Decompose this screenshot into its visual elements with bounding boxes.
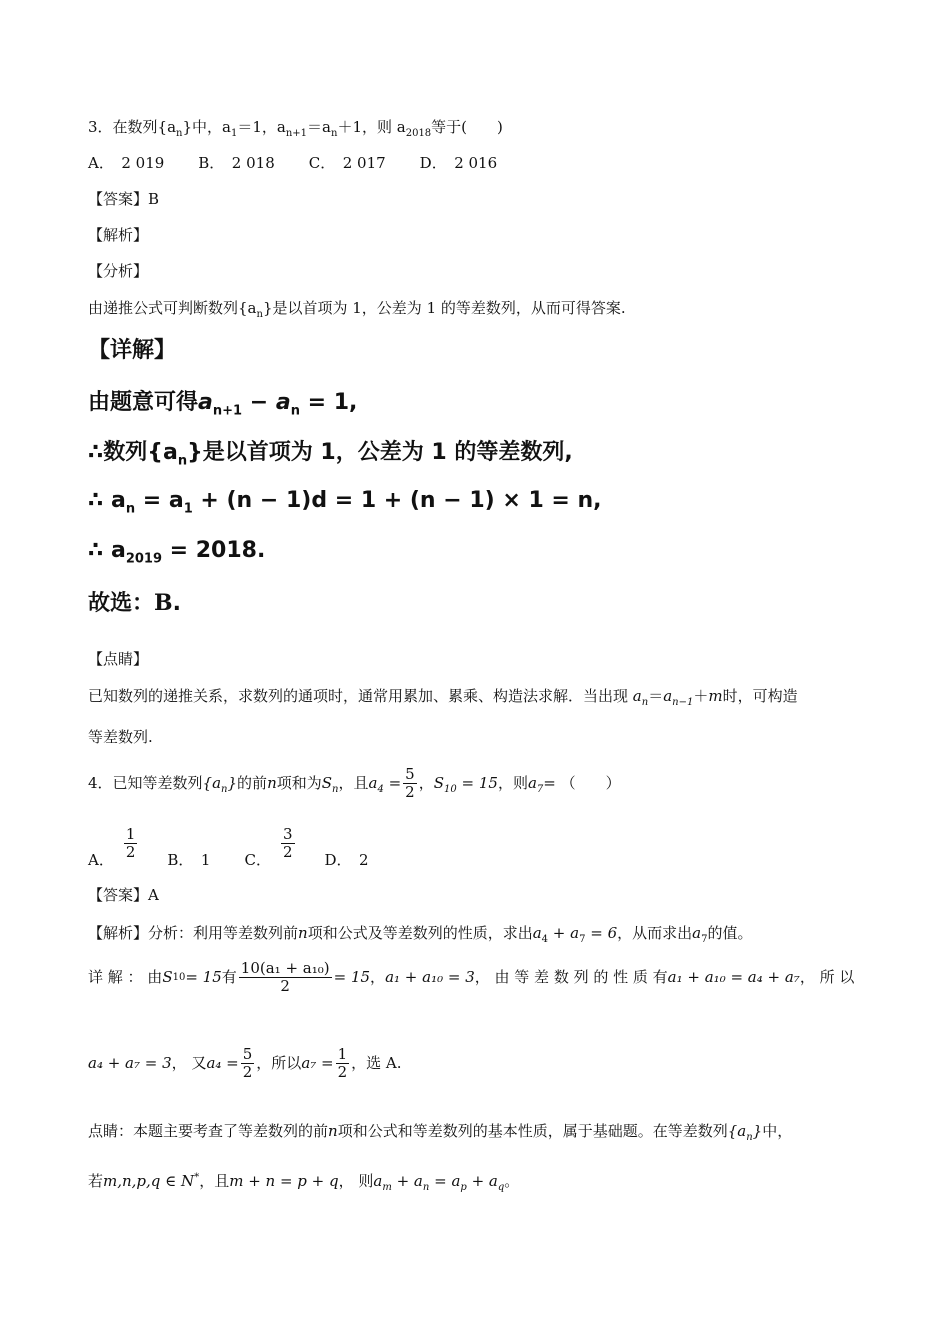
q4-xiangjie: 详 解 ： 由 S 10 = 15 有 $\frac{\text{10(a₁ + a₁₀)}}{2}$ = 15 ， a₁ + a₁₀ = 3 ， 由 等 差 数 列 的 性 质 有 a₁ + a₁₀ = a₄ + a₇ ， 所 以 [88, 959, 855, 996]
q3-stem [88, 118, 503, 139]
q3-sub: 2018 [405, 128, 432, 139]
q3-sub: n [256, 309, 263, 320]
q4-stem-text: 的前 [237, 774, 268, 793]
q3-fenxi-part: }是以首项为 1，公差为 1 的等差数列，从而可得答案. [262, 299, 626, 317]
dianjing-math: } [752, 1122, 763, 1140]
dianjing-sub: n [746, 1132, 753, 1143]
q3-dianjing-line-1 [88, 687, 798, 708]
xiangjie-math: = 15 [185, 968, 222, 987]
jiexi-sub: 7 [579, 934, 586, 945]
fraction-den: 2 [242, 1063, 253, 1082]
jiexi-math: + a [548, 924, 580, 942]
q4-stem-text: ，则 [497, 774, 528, 793]
q4-fraction [403, 766, 417, 802]
dianjing-text: ，且 [199, 1172, 230, 1190]
detail-sub: 1 [183, 501, 193, 517]
dianjing-math: m + n = p + q [229, 1172, 339, 1190]
xiangjie-text: ， 又 [171, 1054, 207, 1073]
fraction-num: 3 [282, 825, 293, 843]
q4-jiexi [88, 924, 753, 945]
q4-stem-text: ， [418, 774, 434, 793]
q3-dianjing-heading: 【点睛】 [88, 650, 149, 668]
detail-math: a [198, 390, 213, 415]
q4-sub: n [221, 784, 228, 796]
dianjing-text: 已知数列的递推关系，求数列的通项时，通常用累加、累乘、构造法求解．当出现 [88, 687, 633, 705]
q3-detail-line-1 [88, 390, 358, 419]
xiangjie-fraction [239, 960, 332, 996]
xiangjie-text: ，选 A. [351, 1054, 402, 1073]
detail-math: = 1, [299, 390, 358, 415]
q4-option-a-fraction [124, 826, 138, 862]
q3-stem-text: 3．在数列{a [88, 118, 177, 136]
xiangjie-math: a₄ + a₇ = 3 [88, 1054, 172, 1073]
q3-sub: n [331, 128, 338, 139]
q4-math: n [267, 774, 277, 793]
q3-detail-line-2 [88, 440, 573, 469]
detail-sub: n [290, 403, 300, 419]
q4-option-c-fraction [281, 826, 295, 862]
xiangjie-text: 有 [221, 968, 237, 987]
q4-math [202, 774, 238, 796]
jiexi-text: ，从而求出 [617, 924, 693, 942]
dianjing-text: ， 则 [338, 1172, 374, 1190]
detail-text: }是以首项为 1，公差为 1 的等差数列, [187, 440, 573, 465]
fraction-den: 2 [337, 1063, 348, 1082]
q4-option-b[interactable]: B． 1 [167, 850, 211, 869]
fraction-den: 2 [405, 783, 415, 802]
detail-text: 由题意可得 [88, 390, 199, 415]
q3-analysis-heading: 【解析】 [88, 226, 149, 244]
fraction-num: 1 [125, 825, 136, 843]
dianjing-sub: n [641, 697, 649, 708]
dianjing-text: ＝ [648, 687, 664, 705]
q4-math-part: = 15 [456, 774, 498, 793]
q4-dianjing-line-2 [88, 1172, 520, 1193]
xiangjie-text: ，所以 [256, 1054, 302, 1073]
q3-option-b[interactable]: B． 2 018 [198, 154, 275, 172]
q4-stem-text: 项和为 [276, 774, 322, 793]
xiangjie-text: ， 所 以 [799, 968, 855, 987]
q3-answer: 【答案】B [88, 190, 160, 208]
q4-xiangjie-line-2 [88, 1046, 402, 1082]
detail-math: = a [135, 488, 184, 513]
jiexi-sub: 7 [701, 934, 708, 945]
jiexi-text: 项和公式及等差数列的性质，求出 [307, 924, 533, 942]
xiangjie-math: a₁ + a₁₀ = 3 [385, 968, 475, 987]
xiangjie-fraction [241, 1046, 255, 1082]
q4-math-part: a [368, 774, 378, 793]
q3-options [88, 156, 531, 171]
q3-sub: 1 [230, 128, 238, 139]
q4-math [368, 774, 402, 796]
dianjing-text: 项和公式和等差数列的基本性质，属于基础题。在等差数列 [337, 1122, 728, 1140]
q3-stem-text: ＝a [307, 118, 331, 136]
q3-stem-text: 等于( ) [431, 118, 503, 136]
dianjing-math: a [663, 687, 673, 705]
fraction-num: 1 [337, 1045, 348, 1063]
q3-option-a[interactable]: A． 2 019 [88, 154, 165, 172]
q3-option-c[interactable]: C． 2 017 [308, 154, 386, 172]
detail-math: a [275, 390, 291, 415]
option-label: C． [244, 850, 271, 869]
dianjing-math: + a [466, 1172, 498, 1190]
q4-math-part: S [321, 774, 333, 793]
fraction-den: 2 [280, 977, 290, 996]
detail-text: 故选： [88, 591, 155, 616]
q4-sub: 7 [536, 784, 544, 796]
xiangjie-text: ， 由 等 差 数 列 的 性 质 有 [474, 968, 668, 987]
q4-stem-text: = （ ） [543, 774, 621, 793]
detail-math: − [242, 390, 276, 415]
xiangjie-fraction [336, 1046, 350, 1082]
q3-stem-text: ＝1，a [237, 118, 286, 136]
dianjing-sub: n [422, 1182, 430, 1193]
dianjing-math: a [632, 687, 642, 705]
detail-math: = 2018. [162, 538, 266, 563]
q3-stem-text: }中，a [182, 118, 231, 136]
xiangjie-math: a₁ + a₁₀ = a₄ + a₇ [667, 968, 800, 987]
fraction-num: 5 [242, 1045, 253, 1063]
q4-sub: n [332, 784, 339, 796]
dianjing-math: m,n,p,q ∈ N [103, 1172, 195, 1190]
q4-sub: 10 [444, 784, 457, 796]
q4-math [433, 774, 498, 796]
q4-option-c[interactable] [244, 826, 296, 868]
detail-sub: n [125, 501, 136, 517]
xiangjie-math: = 15 [333, 968, 371, 987]
dianjing-sub: n−1 [672, 697, 694, 708]
fraction-num: 10(a₁ + a₁₀) [240, 959, 330, 977]
jiexi-sub: 4 [541, 934, 549, 945]
q3-fenxi-part: 由递推公式可判断数列{a [88, 299, 257, 317]
xiangjie-text: 详 解 ： 由 [88, 968, 163, 987]
dianjing-math: = a [429, 1172, 461, 1190]
q3-detail-line-5 [88, 592, 181, 615]
jiexi-math: a [532, 924, 542, 942]
detail-text: . [172, 591, 181, 616]
q3-sub: n+1 [285, 128, 308, 139]
detail-sub: n+1 [212, 403, 243, 419]
q4-stem-text: ，且 [338, 774, 369, 793]
q4-options [88, 826, 369, 868]
dianjing-text: ＋ [693, 687, 709, 705]
dianjing-sub: m [382, 1182, 392, 1193]
dianjing-math: n [328, 1122, 338, 1140]
q4-dianjing [88, 1122, 793, 1143]
q4-math-part: = [383, 774, 402, 793]
q4-math [527, 774, 544, 796]
option-label: A． [88, 850, 114, 869]
detail-math: + (n − 1)d = 1 + (n − 1) × 1 = n, [192, 488, 602, 513]
q3-sub: n [176, 128, 183, 139]
dianjing-math: {a [727, 1122, 747, 1140]
xiangjie-math: a₄ = [206, 1054, 239, 1073]
fraction-num: 5 [405, 765, 415, 783]
q4-math-part: } [227, 774, 238, 793]
xiangjie-text: ， [370, 968, 386, 987]
dianjing-sup: * [194, 1172, 200, 1183]
q4-sub: 4 [377, 784, 384, 796]
xiangjie-math: a₇ = [301, 1054, 334, 1073]
fraction-den: 2 [125, 843, 136, 862]
q4-math-part: {a [202, 774, 222, 793]
dianjing-math: a [373, 1172, 383, 1190]
q4-math-part: a [527, 774, 537, 793]
q3-detail-heading: 【详解】 [88, 338, 177, 363]
dianjing-math: + a [391, 1172, 423, 1190]
dianjing-sub: q [497, 1182, 505, 1193]
q4-answer: 【答案】A [88, 886, 159, 904]
q3-fenxi-text [88, 299, 626, 320]
dianjing-text: 时，可构造 [722, 687, 798, 705]
jiexi-text: 的值。 [707, 924, 753, 942]
q3-stem-text: ＋1，则 a [337, 118, 406, 136]
dianjing-text: 。 [504, 1172, 520, 1190]
q4-math-part: S [433, 774, 445, 793]
q3-fenxi-heading: 【分析】 [88, 262, 149, 280]
q4-math [321, 774, 339, 796]
q3-dianjing-line-2: 等差数列. [88, 728, 153, 746]
detail-math: ∴ a [88, 538, 126, 563]
detail-text: ∴数列{a [88, 440, 178, 465]
dianjing-math: m [708, 687, 723, 705]
q3-detail-line-4 [88, 538, 266, 567]
jiexi-math: n [298, 924, 308, 942]
q4-option-d[interactable]: D． 2 [324, 850, 369, 869]
detail-math: ∴ a [88, 488, 126, 513]
dianjing-text: 若 [88, 1172, 104, 1190]
q4-stem-text: 4．已知等差数列 [88, 774, 203, 793]
dianjing-text: 中， [762, 1122, 793, 1140]
jiexi-math: = 6 [585, 924, 618, 942]
fraction-den: 2 [282, 843, 293, 862]
detail-text: B [154, 590, 173, 616]
q3-detail-line-3 [88, 488, 602, 517]
xiangjie-math: S [162, 968, 173, 987]
jiexi-text: 【解析】分析：利用等差数列前 [88, 924, 299, 942]
q4-option-a[interactable] [88, 826, 139, 868]
dianjing-text: 点睛：本题主要考查了等差数列的前 [88, 1122, 329, 1140]
detail-sub: n [177, 453, 188, 469]
detail-sub: 2019 [125, 551, 162, 567]
jiexi-math: a [692, 924, 702, 942]
dianjing-sub: p [460, 1182, 467, 1193]
q4-stem [88, 766, 621, 802]
q3-option-d[interactable]: D． 2 016 [419, 154, 498, 172]
